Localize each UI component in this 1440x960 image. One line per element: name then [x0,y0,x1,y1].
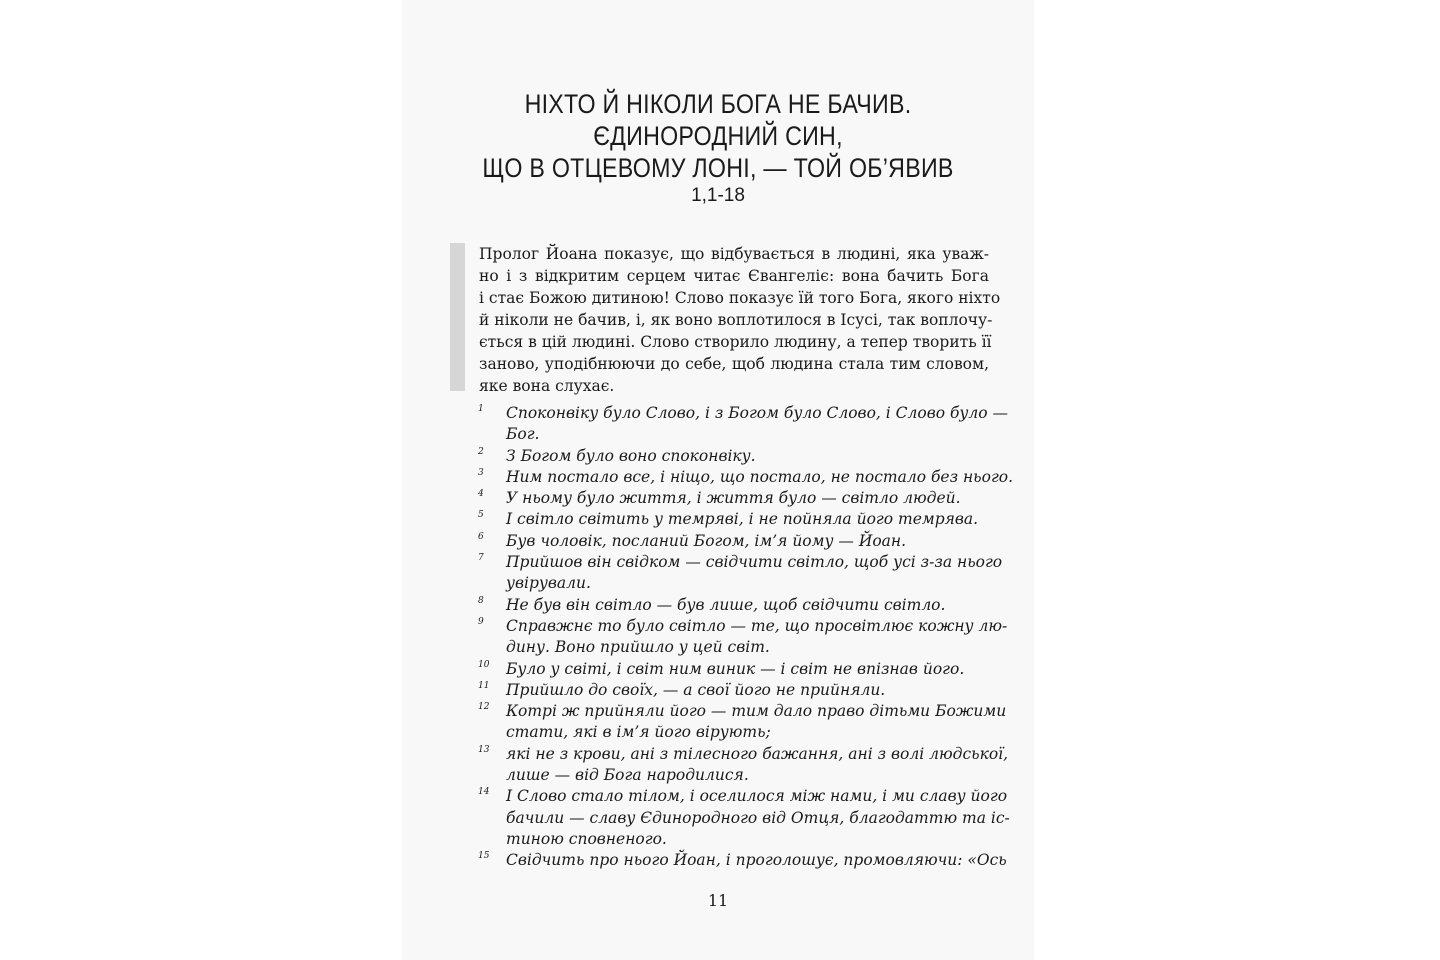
verse-text-line: стати, які в ім’я його вірують; [506,723,771,742]
verse-text-line: Не був він світло — був лише, щоб свідчити світло. [506,595,946,614]
verse-number: 5 [478,510,484,521]
verse-list [472,403,1014,872]
verse-number: 15 [478,851,490,862]
intro-line: ється в цій людині. Слово створило людину, а тепер творить її [479,333,992,351]
intro-line: і стає Божою дитиною! Слово показує їй того Бога, якого ніхто [479,289,1001,307]
verse-number: 8 [478,595,484,606]
verse-text-line: Ним постало все, і ніщо, що постало, не постало без нього. [506,467,1014,486]
verse-text-line: Споконвіку було Слово, і з Богом було Слово, і Слово було — [506,404,1009,422]
verse-number: 2 [478,446,484,457]
page-number: 11 [707,891,729,910]
verse-text-line: І світло світить у темряві, і не пойняла його темрява. [506,510,979,529]
verse-number: 7 [478,553,484,564]
scripture-reference: 1,1-18 [691,185,745,206]
verse [472,509,992,530]
intro-line: но і з відкритим серцем читає Євангеліє: вона бачить Бога [479,267,989,285]
intro-line: й ніколи не бачив, і, як воно воплотилося в Ісусі, так воплочу- [479,311,993,329]
heading-line: ЄДИНОРОДНИЙ СИН, [593,121,843,151]
heading-line: ЩО В ОТЦЕВОМУ ЛОНІ, — ТОЙ ОБ’ЯВИВ [482,153,954,183]
verse [472,446,992,467]
verse-text-line: увірували. [506,574,591,593]
intro-line: яке вона слухає. [479,377,615,395]
verse-text-line: І Слово стало тілом, і оселилося між нами, і ми славу його [506,787,1008,806]
verse [472,786,1010,850]
verse-number: 3 [478,467,484,478]
verse-text-line: Прийшло до своїх, — а свої його не прийняли. [506,680,886,699]
verse-number: 14 [478,787,490,798]
verse-number: 1 [478,404,484,414]
heading-line: НІХТО Й НІКОЛИ БОГА НЕ БАЧИВ. [524,89,912,119]
verse-text-line: У ньому було життя, і життя було — світло людей. [506,489,961,508]
verse [472,552,1003,595]
verse-number: 11 [478,680,490,691]
verse-text-line: Свідчить про нього Йоан, і проголошує, промовляючи: «Ось [506,851,1007,870]
verse-text-line: лише — від Бога народилися. [506,766,749,785]
verse-number: 10 [478,659,490,670]
intro-line: Пролог Йоана показує, що відбувається в людині, яка уваж- [479,245,989,263]
verse-text-line: Бог. [506,425,540,444]
intro-line: заново, уподібнюючи до себе, щоб людина стала тим словом, [479,355,989,373]
verse-number: 9 [478,616,484,627]
verse-text-line: Було у світі, і світ ним виник — і світ не впізнав його. [506,659,965,678]
book-page [402,0,1034,960]
verse [472,467,1014,488]
verse-text-line: Прийшов він свідком — свідчити світло, щоб усі з-за нього [506,553,1003,572]
verse-number: 13 [478,744,490,755]
verse [472,616,1008,659]
verse [472,701,1007,744]
verse-number: 12 [478,702,490,713]
verse [472,659,992,680]
verse [472,595,992,616]
verse-number: 6 [478,531,484,542]
verse [472,744,1009,787]
verse-text-line: дину. Воно прийшло у цей світ. [506,638,770,657]
verse [472,680,992,701]
verse-text-line: Був чоловік, посланий Богом, ім’я йому — Йоан. [506,531,907,550]
verse-text-line: Котрі ж прийняли його — тим дало право дітьми Божими [506,702,1007,721]
verse-text-line: З Богом було воно споконвіку. [506,446,756,465]
verse-text-line: бачили — славу Єдинородного від Отця, благодаттю та іс- [506,808,1010,827]
verse-text-line: які не з крови, ані з тілесного бажання, ані з волі людської, [506,744,1009,763]
intro-paragraph [479,243,1001,397]
verse [472,850,1007,871]
verse [472,531,992,552]
chapter-heading [402,88,1034,184]
verse-number: 4 [478,489,484,500]
verse-text-line: Справжнє то було світло — те, що просвітлює кожну лю- [506,616,1008,635]
intro-sidebar-bar [450,243,465,391]
verse [472,488,992,509]
verse-text-line: тиною сповненого. [506,829,667,848]
verse [472,403,1009,446]
